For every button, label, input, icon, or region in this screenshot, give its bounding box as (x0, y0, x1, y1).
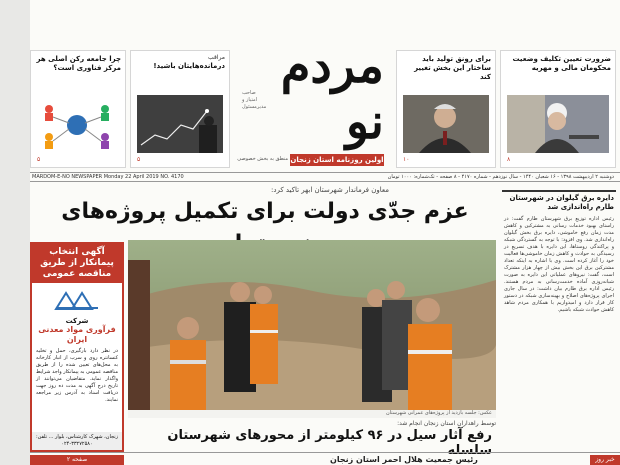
teaser-title: برای رونق تولید باید ساختار این بخش تغییر کند (414, 55, 491, 81)
ad-body-text: در نظر دارد بارگیری، حمل و تخلیه کنسانتره روی و سرب از انبار کارخانه به محل‌های تعیین شده را از طریق مناقصه عمومی به پیمانکار واجد شرایط واگذار نماید. متقاضیان می‌توانند از تاریخ درج آگهی به مدت ده روز جهت دریافت اسناد به آدرس زیر مراجعه نمایند. (36, 348, 118, 403)
teaser-page-number: ۵ (137, 156, 141, 163)
chalk-drawing-image (137, 95, 223, 153)
right-column-story[interactable] (502, 190, 616, 450)
right-column-body: رئیس اداره توزیع برق شهرستان طارم گفت: در راستای بهبود خدمات رسانی به مشترکین و کاهش مدت زمان رفع خاموشی، دایره برق بخش گیلوان راه‌اندازی شد. وی افزود: با توجه به گستردگی شبکه و پراکندگی روستاها، این دایره با هدف تسریع در رسیدگی به حوادث و کاهش زمان خاموشی‌ها فعالیت خود را آغاز کرده است. وی با اشاره به اینکه تعداد مشترکین برق این بخش بیش از چهار هزار مشترک است، گفت: نیروهای عملیاتی این دایره به صورت شبانه‌روزی آماده خدمت‌رسانی به مردم هستند. رئیس اداره برق طارم بیان داشت: در سال جاری اجرای پروژه‌های اصلاح و بهینه‌سازی شبکه در دستور کار قرار دارد و امیدواریم با همکاری مردم شاهد کاهش حوادث شبکه باشیم. (504, 216, 614, 313)
logo-side-note: صاحب امتیاز و مدیرمسئول (242, 90, 267, 110)
ad-footer: زنجان، شهرک کارشناس، بلوار ... تلفن: ۳۳۲۷۲۵۸۰-۰۲۴ (32, 432, 122, 450)
ad-title: آگهی انتخاب پیمانکار از طریق مناقصه عمومی (32, 244, 122, 283)
strip-english: MARDOM-E-NO NEWSPAPER Monday 22 April 2019 NO. 4170 (32, 174, 184, 180)
man-portrait-image (403, 95, 489, 153)
masthead-subtitle: اولین روزنامه استان زنجان (290, 156, 384, 164)
page-margin (0, 0, 30, 465)
teaser-photo (137, 95, 223, 153)
bottom-teaser[interactable]: رئیس جمعیت هلال احمر استان زنجان (330, 455, 478, 464)
teaser-box[interactable] (130, 50, 230, 168)
teaser-kicker: مراقب (208, 54, 225, 61)
logo-text: مردم نو (280, 38, 384, 150)
bottom-left-tag: صفحه ۲ (30, 455, 124, 465)
teaser-photo (37, 95, 119, 153)
teaser-box[interactable] (396, 50, 496, 168)
main-photo (128, 240, 496, 410)
teaser-page-number: ۵ (37, 156, 41, 163)
people-network-image (37, 95, 119, 153)
teaser-title: چرا جامعه رکن اصلی هر مرکز فناوری است؟ (36, 55, 121, 72)
bottom-right-tag: خبر روز (590, 455, 620, 465)
ad-company-name: فرآوری مواد معدنی ایران (38, 325, 116, 344)
officials-visit-image (128, 240, 496, 410)
teaser-box[interactable] (30, 50, 126, 168)
ad-company-kicker: شرکت (65, 317, 89, 325)
cleric-portrait-image (507, 95, 609, 153)
strip-persian: دوشنبه ۲ اردیبهشت ۱۳۹۸ - ۱۶ شعبان ۱۴۴۰ - سال نوزدهم - شماره ۴۱۷۰ - ۸ صفحه - تک‌شماره: ۱۰۰۰ تومان (387, 174, 614, 180)
main-headline[interactable]: عزم جدّی دولت برای تکمیل پروژه‌های (61, 199, 469, 224)
teaser-page-number: ۱۰ (403, 156, 410, 163)
sub-headline[interactable]: رفع آثار سیل در ۹۶ کیلومتر از محورهای شهرستان سلسله (167, 428, 492, 458)
tender-ad[interactable] (30, 242, 124, 452)
date-strip (30, 172, 620, 182)
sub-kicker: توسط راهداران استان زنجان انجام شد: (397, 420, 496, 427)
teaser-photo (403, 95, 489, 153)
teaser-title: درمانده‌هایتان باشید! (153, 62, 225, 70)
photo-caption: عکس: جلسه بازدید از پروژه‌های عمرانی شهرستان (128, 410, 496, 418)
teaser-box[interactable] (500, 50, 616, 168)
teaser-page-number: ۸ (507, 156, 511, 163)
company-logo-icon (52, 287, 102, 311)
masthead-logo[interactable] (238, 28, 388, 150)
bottom-bar (30, 452, 620, 465)
masthead-tag: منطق به بخش خصوصی (237, 156, 288, 162)
main-kicker: معاون فرماندار شهرستان ابهر تاکید کرد: (270, 186, 389, 194)
teaser-title: ضرورت تعیین تکلیف وضعیت محکومان مالی و مهریه (512, 55, 611, 72)
right-column-title: دایره برق گیلوان در شهرستان طارم راه‌اندازی شد (502, 190, 616, 214)
teaser-photo (507, 95, 609, 153)
